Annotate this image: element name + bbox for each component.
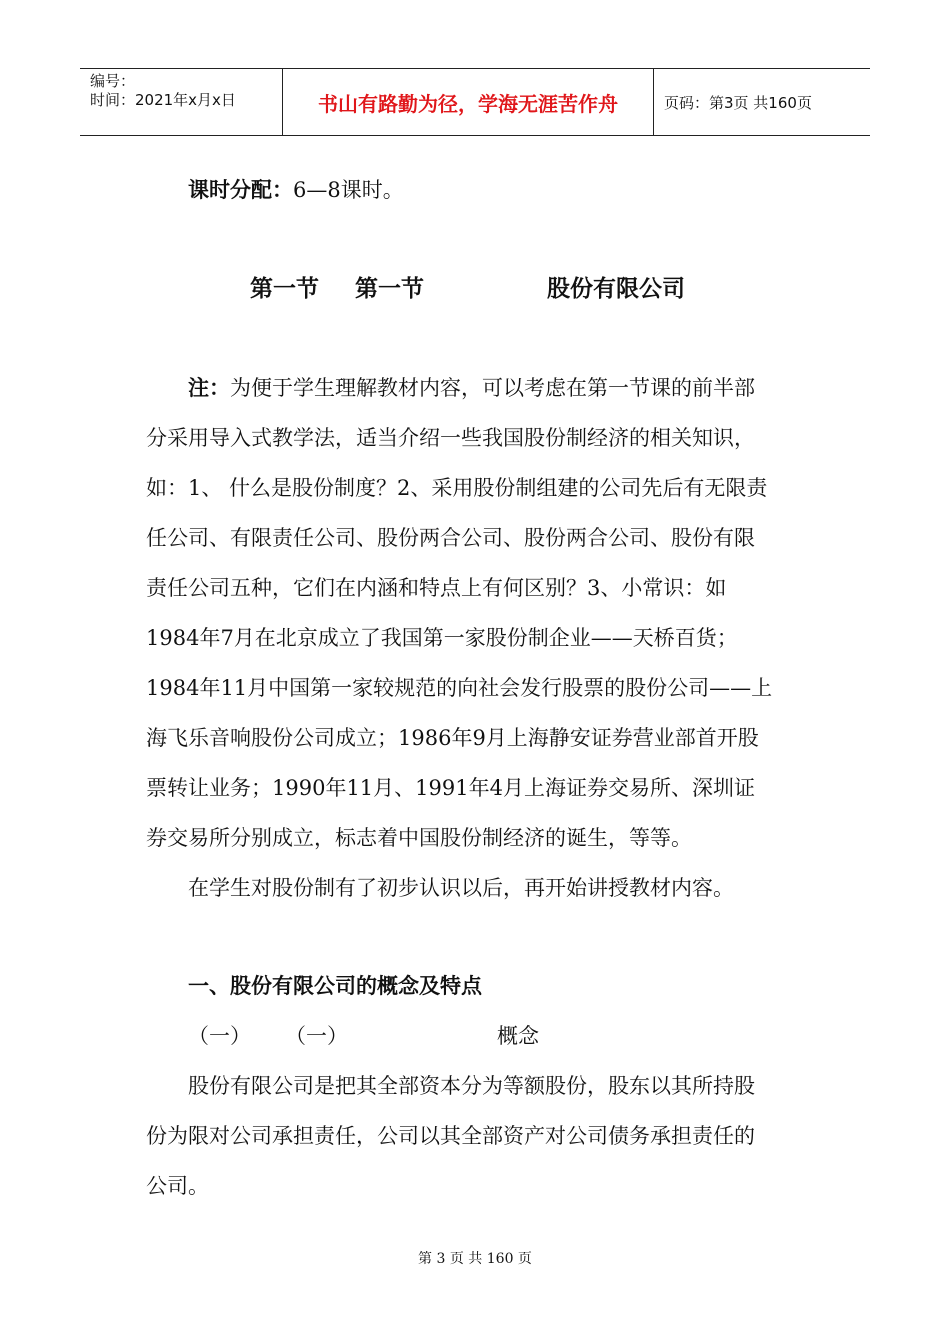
note-line-6: 1984年11月中国第一家较规范的向社会发行股票的股份公司——上 xyxy=(146,676,773,700)
note-text-0: 为便于学生理解教材内容，可以考虑在第一节课的前半部 xyxy=(230,376,755,400)
definition-line-0: 股份有限公司是把其全部资本分为等额股份，股东以其所持股 xyxy=(188,1074,755,1098)
note-line-8: 票转让业务；1990年11月、1991年4月上海证券交易所、深圳证 xyxy=(146,776,755,800)
page-footer: 第 3 页 共 160 页 xyxy=(418,1251,532,1267)
header-number: 编号： xyxy=(90,72,136,90)
definition-line-1: 份为限对公司承担责任，公司以其全部资产对公司债务承担责任的 xyxy=(146,1124,755,1148)
definition-line-2: 公司。 xyxy=(146,1174,209,1198)
header-meta xyxy=(80,69,282,135)
note-line-4: 责任公司五种，它们在内涵和特点上有何区别？3、小常识：如 xyxy=(146,576,727,600)
page-header xyxy=(80,68,870,136)
heading-concept-features: 一、股份有限公司的概念及特点 xyxy=(188,973,482,998)
header-time: 时间：2021年x月x日 xyxy=(90,91,236,109)
hours-label: 课时分配： xyxy=(188,177,293,202)
hours-line xyxy=(188,174,404,204)
hours-value: 6—8课时。 xyxy=(293,178,404,202)
subheading-b: （一） xyxy=(285,1024,348,1048)
section-title-part1: 第一节 xyxy=(250,275,319,302)
note-line-2: 如：1、 什么是股份制度？2、采用股份制组建的公司先后有无限责 xyxy=(146,476,768,500)
note-label: 注： xyxy=(188,375,230,400)
header-page-info: 页码：第3页 共160页 xyxy=(664,93,812,112)
section-title-part3: 股份有限公司 xyxy=(547,275,685,302)
header-motto: 书山有路勤为径，学海无涯苦作舟 xyxy=(282,69,654,135)
subheading-a: （一） xyxy=(188,1024,251,1048)
section-title-part2: 第一节 xyxy=(355,275,424,302)
note-line-9: 券交易所分别成立，标志着中国股份制经济的诞生，等等。 xyxy=(146,826,692,850)
subheading-concept: 概念 xyxy=(497,1024,539,1048)
note-line-0 xyxy=(188,372,755,402)
transition-paragraph: 在学生对股份制有了初步认识以后，再开始讲授教材内容。 xyxy=(188,876,734,900)
note-line-3: 任公司、有限责任公司、股份两合公司、股份两合公司、股份有限 xyxy=(146,526,755,550)
note-line-7: 海飞乐音响股份公司成立；1986年9月上海静安证券营业部首开股 xyxy=(146,726,759,750)
note-line-1: 分采用导入式教学法，适当介绍一些我国股份制经济的相关知识， xyxy=(146,426,755,450)
note-line-5: 1984年7月在北京成立了我国第一家股份制企业——天桥百货； xyxy=(146,626,738,650)
